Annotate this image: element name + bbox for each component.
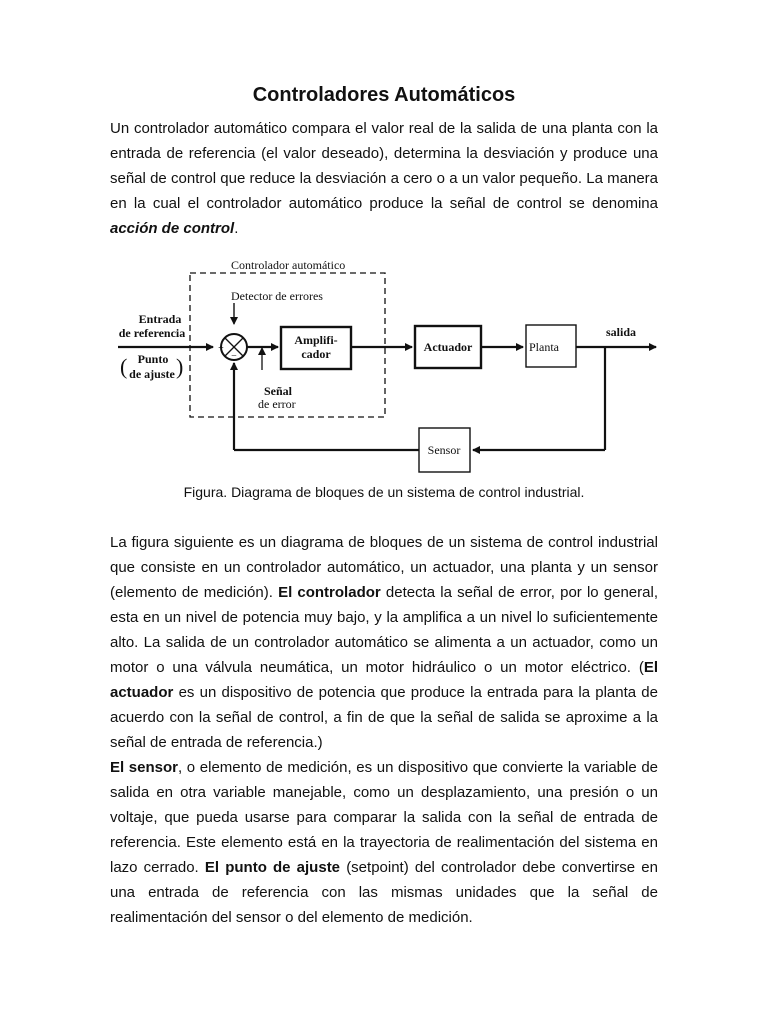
term-setpoint: El punto de ajuste — [204, 859, 341, 876]
controller-group-label: Controlador automático — [231, 258, 346, 272]
term-actuator: El actuador — [110, 659, 658, 701]
error-detector-label: Detector de errores — [231, 289, 323, 303]
body-text-5: (setpoint) del controlador debe convertirse en una entrada de referencia con las mismas unidades que la señal de realimentación del sensor o del elemento de medición. — [110, 859, 658, 926]
input-label-line1: Entrada — [138, 312, 182, 326]
intro-paragraph — [110, 116, 658, 241]
figure-caption: Figura. Diagrama de bloques de un sistema de control industrial. — [183, 484, 585, 500]
output-label: salida — [606, 325, 637, 339]
body-text-2: detecta la señal de error, por lo general, esta en un nivel de potencia muy bajo, y la amplifica a un nivel lo suficientemente alto. La salida de un controlador automático se alimenta a un actuador, como un motor o una válvula neumática, un motor hidráulico o un motor eléctrico. ( — [110, 584, 658, 676]
body-paragraph — [110, 530, 658, 930]
term-sensor: El sensor — [110, 759, 178, 776]
error-signal-label-line1: Señal — [264, 384, 293, 398]
control-action-term: acción de control — [110, 220, 235, 237]
term-controller: El controlador — [278, 584, 381, 601]
page-title: Controladores Automáticos — [252, 84, 516, 106]
error-signal-label-line2: de error — [258, 397, 296, 411]
actuator-label: Actuador — [423, 340, 473, 354]
plant-label: Planta — [529, 340, 559, 354]
sum-plus-sign: + — [218, 343, 224, 354]
body-text-3: es un dispositivo de potencia que produce la entrada para la planta de acuerdo con la señal de control, a fin de que la señal de salida se aproxime a la señal de entrada de referencia.) — [110, 684, 658, 751]
intro-text: Un controlador automático compara el valor real de la salida de una planta con la entrada de referencia (el valor deseado), determina la desviación y produce una señal de control que reduce la desviación a cero o a un valor pequeño. La manera en la cual el controlador automático produce la señal de control se denomina — [110, 120, 658, 212]
intro-end: . — [234, 220, 239, 237]
setpoint-label-line2: de ajuste — [129, 367, 175, 381]
sum-minus-sign: − — [231, 351, 237, 362]
amplifier-label-line1: Amplifi- — [294, 333, 338, 347]
sensor-label: Sensor — [427, 443, 461, 457]
setpoint-paren-left: ( — [120, 354, 128, 379]
block-diagram — [110, 252, 660, 478]
body-text-1: La figura siguiente es un diagrama de bloques de un sistema de control industrial que consiste en un controlador automático, un actuador, una planta y un sensor (elemento de medición). — [110, 534, 658, 601]
setpoint-paren-right: ) — [176, 354, 184, 379]
setpoint-label-line1: Punto — [137, 352, 169, 366]
input-label-line2: de referencia — [118, 326, 186, 340]
amplifier-label-line2: cador — [301, 347, 331, 361]
body-text-4: , o elemento de medición, es un dispositivo que convierte la variable de salida en otra variable manejable, como un desplazamiento, una presión o un voltaje, que pueda usarse para comparar la salida con la señal de entrada de referencia. Este elemento está en la trayectoria de realimentación del sistema en lazo cerrado. — [110, 759, 659, 876]
